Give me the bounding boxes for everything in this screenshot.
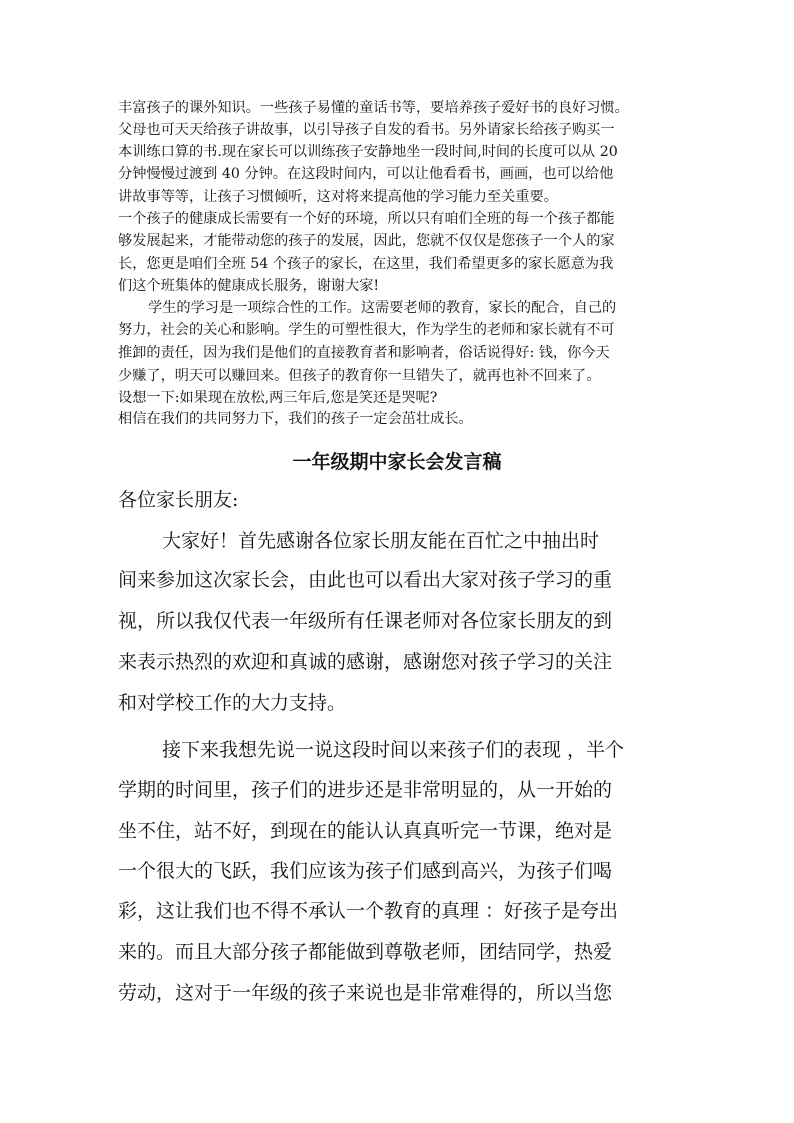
text-line: 够发展起来，才能带动您的孩子的发展，因此，您就不仅仅是您孩子一个人的家 xyxy=(118,233,615,249)
text-line: 劳动，这对于一年级的孩子来说也是非常难得的，所以当您 xyxy=(118,982,613,1004)
text-line: 视，所以我仅代表一年级所有任课老师对各位家长朋友的到 xyxy=(118,610,613,632)
text-line: 间来参加这次家长会，由此也可以看出大家对孩子学习的重 xyxy=(118,569,613,591)
text-line: 努力，社会的关心和影响。学生的可塑性很大，作为学生的老师和家长就有不可 xyxy=(118,322,615,338)
text-line: 来的。而且大部分孩子都能做到尊敬老师，团结同学，热爱 xyxy=(118,941,613,963)
document-title: 一年级期中家长会发言稿 xyxy=(292,451,502,473)
text-line: 本训练口算的书.现在家长可以训练孩子安静地坐一段时间,时间的长度可以从 20 xyxy=(118,144,618,160)
salutation: 各位家长朋友: xyxy=(118,489,239,511)
text-line: 一个孩子的健康成长需要有一个好的环境，所以只有咱们全班的每一个孩子都能 xyxy=(118,211,615,227)
text-line: 坐不住，站不好，到现在的能认认真真听完一节课，绝对是 xyxy=(118,820,613,842)
text-line: 丰富孩子的课外知识。一些孩子易懂的童话书等，要培养孩子爱好书的良好习惯。 xyxy=(118,100,629,116)
text-line: 学生的学习是一项综合性的工作。这需要老师的教育，家长的配合，自己的 xyxy=(148,300,617,316)
text-line: 少赚了，明天可以赚回来。但孩子的教育你一旦错失了，就再也补不回来了。 xyxy=(118,368,601,384)
text-line: 父母也可天天给孩子讲故事，以引导孩子自发的看书。另外请家长给孩子购买一 xyxy=(118,122,615,138)
text-line: 们这个班集体的健康成长服务，谢谢大家! xyxy=(118,278,380,294)
text-line: 来表示热烈的欢迎和真诚的感谢，感谢您对孩子学习的关注 xyxy=(118,651,613,673)
text-line: 一个很大的飞跃，我们应该为孩子们感到高兴，为孩子们喝 xyxy=(118,860,613,882)
text-line: 和对学校工作的大力支持。 xyxy=(118,692,347,714)
text-line: 彩，这让我们也不得不承认一个教育的真理 ：好孩子是夸出 xyxy=(118,900,619,922)
text-line: 相信在我们的共同努力下，我们的孩子一定会茁壮成长。 xyxy=(118,411,473,427)
text-line: 推卸的责任，因为我们是他们的直接教育者和影响者，俗话说得好: 钱，你今天 xyxy=(118,345,610,361)
text-line: 长，您更是咱们全班 54 个孩子的家长，在这里，我们希望更多的家长愿意为我 xyxy=(118,256,614,272)
text-line: 学期的时间里，孩子们的进步还是非常明显的，从一开始的 xyxy=(118,779,613,801)
text-line: 大家好！首先感谢各位家长朋友能在百忙之中抽出时 xyxy=(162,530,600,552)
text-line: 接下来我想先说一说这段时间以来孩子们的表现 ，半个 xyxy=(162,739,625,761)
text-line: 分钟慢慢过渡到 40 分钟。在这段时间内，可以让他看看书，画画，也可以给他 xyxy=(118,166,614,182)
text-line: 讲故事等等，让孩子习惯倾听，这对将来提高他的学习能力至关重要。 xyxy=(118,189,558,205)
text-line: 设想一下:如果现在放松,两三年后,您是笑还是哭呢? xyxy=(118,390,438,406)
